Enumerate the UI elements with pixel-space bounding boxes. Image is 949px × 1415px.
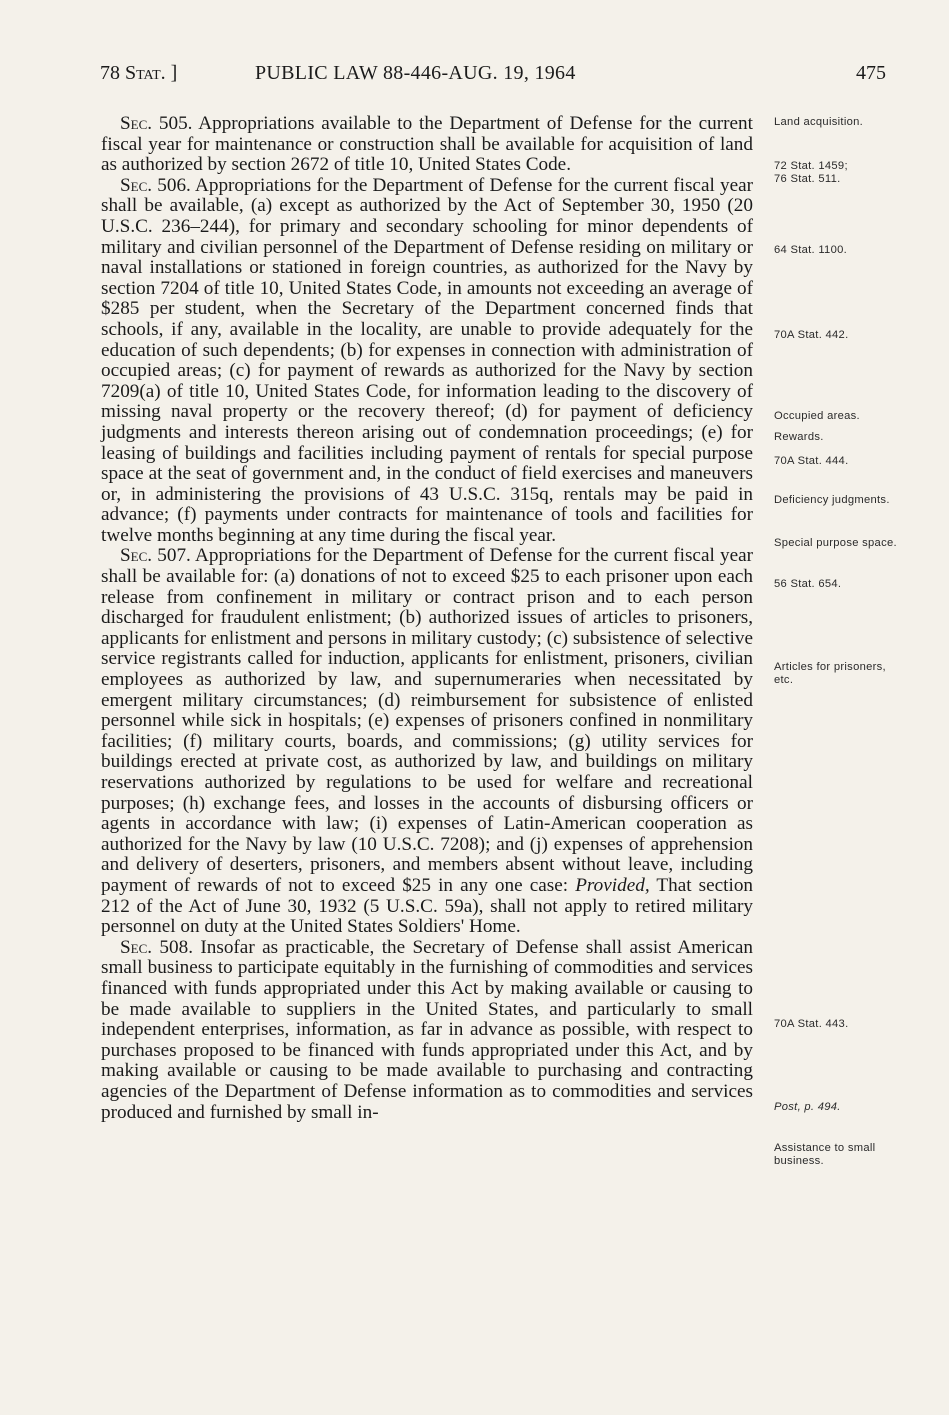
margin-citation: 76 Stat. 511. [774,172,841,185]
margin-note-post-494: Post, p. 494. [774,1101,841,1113]
section-label: Sec. 506. [120,174,191,196]
margin-note-assistance-small-business: Assistance to small business. [774,1142,876,1167]
margin-note-stat-444: 70A Stat. 444. [774,455,849,467]
margin-note-deficiency-judgments: Deficiency judgments. [774,494,890,506]
margin-note-stat-442: 70A Stat. 442. [774,329,849,341]
section-label: Sec. 507. [120,545,191,567]
section-text-continued: That section 212 of the Act of June 30, 1932 (5 U.S.C. 59a), shall not apply to retired military personnel on duty at the United States Soldiers' Home. [101,874,754,938]
margin-note-articles-prisoners: Articles for prisoners, etc. [774,661,886,686]
header-volume: 78 Stat. ] [100,62,178,84]
margin-note-land-acquisition: Land acquisition. [774,116,864,128]
section-label: Sec. 505. [120,113,193,134]
margin-note-stat-654: 56 Stat. 654. [774,578,842,590]
section-text: Appropriations available to the Department of Defense for the current fiscal year for maintenance or construction shall be available for acquisition of land as authorized by section 2672 of title 10, United States Code. [101,113,753,176]
section-505 [101,114,753,176]
section-508 [101,938,753,1123]
section-text: Appropriations for the Department of Defense for the current fiscal year shall be available, (a) except as authorized by the Act of September 30, 1950 (20 U.S.C. 236–244), for primary and secondary schooling for minor dependents of military and civilian personnel of the Department of Defense residing on military or naval installations or stationed in foreign countries, as authorized for the Navy by section 7204 of title 10, United States Code, in amounts not exceeding an average of $285 per student, when the Secretary of the Department concerned finds that schools, if any, available in the locality, are unable to provide adequately for the education of such dependents; (b) for expenses in connection with administration of occupied areas; (c) for payment of rewards as authorized for the Navy by section 7209(a) of title 10, United States Code, for information leading to the discovery of missing naval property or the recovery thereof; (d) for payment of deficiency judgments and interests thereon arising out of condemnation proceedings; (e) for leasing of buildings and facilities including payment of rentals for special purpose space at the seat of government and, in the conduct of field exercises and maneuvers or, in administering the provisions of 43 U.S.C. 315q, rentals may be paid in advance; (f) payments under contracts for maintenance of tools and facilities for twelve months beginning at any time during the fiscal year. [101,174,753,546]
section-text: Insofar as practicable, the Secretary of Defense shall assist American small business to participate equitably in the furnishing of commodities and services financed with funds appropriated under this Act by making available or causing to be made available to suppliers in the United States, and particularly to small independent enterprises, information, as far in advance as possible, with respect to purchases proposed to be financed with funds appropriated under this Act, and by making available or causing to be made available to purchasing and contracting agencies of the Department of Defense information as to commodities and services produced and furnished by small in- [101,936,753,1123]
section-506 [101,176,753,547]
margin-note-special-purpose-space: Special purpose space. [774,537,897,549]
section-label: Sec. 508. [120,936,194,958]
body-text [101,114,753,1123]
margin-note-stat-citations-a [774,160,904,185]
margin-citation: 72 Stat. 1459; [774,160,848,172]
page-header [100,62,886,90]
section-507 [101,546,753,937]
margin-note-stat-1100: 64 Stat. 1100. [774,244,848,256]
margin-note-rewards: Rewards. [774,431,824,443]
header-page-number: 475 [856,62,886,84]
section-text: Appropriations for the Department of Defense for the current fiscal year shall be available for: (a) donations of not to exceed $25 to each prisoner upon each release from confinement in military or contract prison and to each person discharged for fraudulent enlistment; (b) authorized issues of articles to prisoners, applicants for enlistment and persons in military custody; (c) subsistence of selective service registrants called for induction, applicants for enlistment, prisoners, civilian employees as authorized by law, and supernumeraries when necessitated by emergent military circumstances; (d) reimbursement for subsistence of enlisted personnel while sick in hospitals; (e) expenses of prisoners confined in nonmilitary facilities; (f) military courts, boards, and commissions; (g) utility services for buildings erected at private cost, as authorized by law, and buildings on military reservations authorized by regulations to be used for welfare and recreational purposes; (h) exchange fees, and losses in the accounts of disbursing officers or agents in accordance with law; (i) expenses of Latin-American cooperation as authorized for the Navy by law (10 U.S.C. 7208); and (j) expenses of apprehension and delivery of deserters, prisoners, and members absent without leave, including payment of rewards of not to exceed $25 in any one case: [101,545,753,896]
margin-note-occupied-areas: Occupied areas. [774,410,860,422]
margin-note-stat-443: 70A Stat. 443. [774,1018,849,1030]
provided-italic: Provided, [575,874,650,896]
header-title: PUBLIC LAW 88-446-AUG. 19, 1964 [255,62,576,84]
